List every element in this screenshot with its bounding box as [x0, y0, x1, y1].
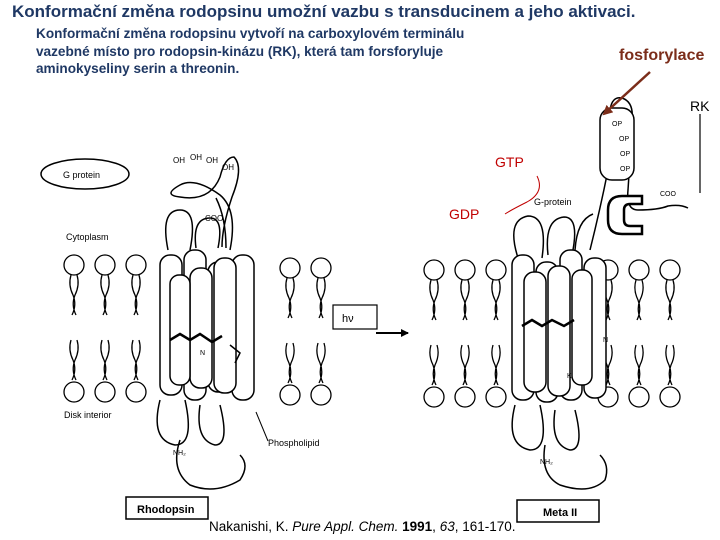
slide-subtitle: Konformační změna rodopsinu vytvoří na carboxylovém terminálu vazebné místo pro rodopsin-kinázu (RK), která tam forsforyluje aminokyseliny serin a threonin. [36, 26, 465, 76]
oh-label: OH [206, 156, 218, 165]
cytoplasm-label: Cytoplasm [66, 232, 109, 242]
gdp-label: GDP [449, 206, 480, 222]
nh2-left-label: NH₂ [173, 450, 186, 457]
oh-label: OH [173, 156, 185, 165]
op-label: OP [620, 151, 631, 158]
citation-journal: Pure Appl. Chem. [292, 519, 399, 534]
phosphorylation-arrow [604, 72, 650, 114]
nh2-right-label: NH₂ [540, 459, 553, 466]
meta-ii-label: Meta II [543, 507, 578, 519]
cytoplasmic-loops-left [166, 198, 226, 250]
citation-year: 1991 [402, 519, 433, 534]
phosphorylation-label: fosforylace [619, 47, 705, 64]
oh-label: OH [190, 153, 202, 162]
cytoplasmic-loops-right [514, 214, 593, 258]
n-right-label: N [603, 337, 609, 344]
citation: Nakanishi, K. Pure Appl. Chem. 1991, 63, 161-170. [209, 519, 516, 534]
slide-title: Konformační změna rodopsinu umožní vazbu s transducinem a jeho aktivaci. [12, 2, 636, 21]
extracellular-loops-left [157, 400, 245, 489]
light-box [333, 305, 377, 329]
coo-right-label: COO [660, 191, 676, 198]
rhodopsin-left [157, 157, 254, 489]
phospholipid-label: Phospholipid [268, 438, 320, 448]
op-label: OP [612, 121, 623, 128]
rk-label: RK [690, 98, 710, 114]
g-protein-left-label: G protein [63, 170, 101, 180]
op-label: OP [619, 136, 630, 143]
meta-ii-right [512, 98, 688, 489]
g-protein-right-shape [608, 196, 642, 234]
oh-label: OH [222, 163, 234, 172]
extracellular-loops-right [512, 405, 607, 489]
citation-volume: 63 [439, 519, 455, 534]
gtp-label: GTP [495, 154, 524, 170]
coo-label: COO [205, 214, 224, 223]
op-label: OP [620, 166, 631, 173]
k-right-label: K [567, 373, 572, 380]
g-protein-right-label: G-protein [534, 197, 572, 207]
gtp-gdp-curve [505, 176, 539, 214]
disk-interior-label: Disk interior [64, 410, 112, 420]
n-left-label: N [200, 350, 206, 357]
phospholipid-pointer [256, 412, 268, 441]
citation-author: Nakanishi, K. [209, 519, 293, 534]
citation-pages: , 161-170. [454, 519, 516, 534]
rhodopsin-label: Rhodopsin [137, 504, 195, 516]
light-label: hν [342, 313, 354, 325]
